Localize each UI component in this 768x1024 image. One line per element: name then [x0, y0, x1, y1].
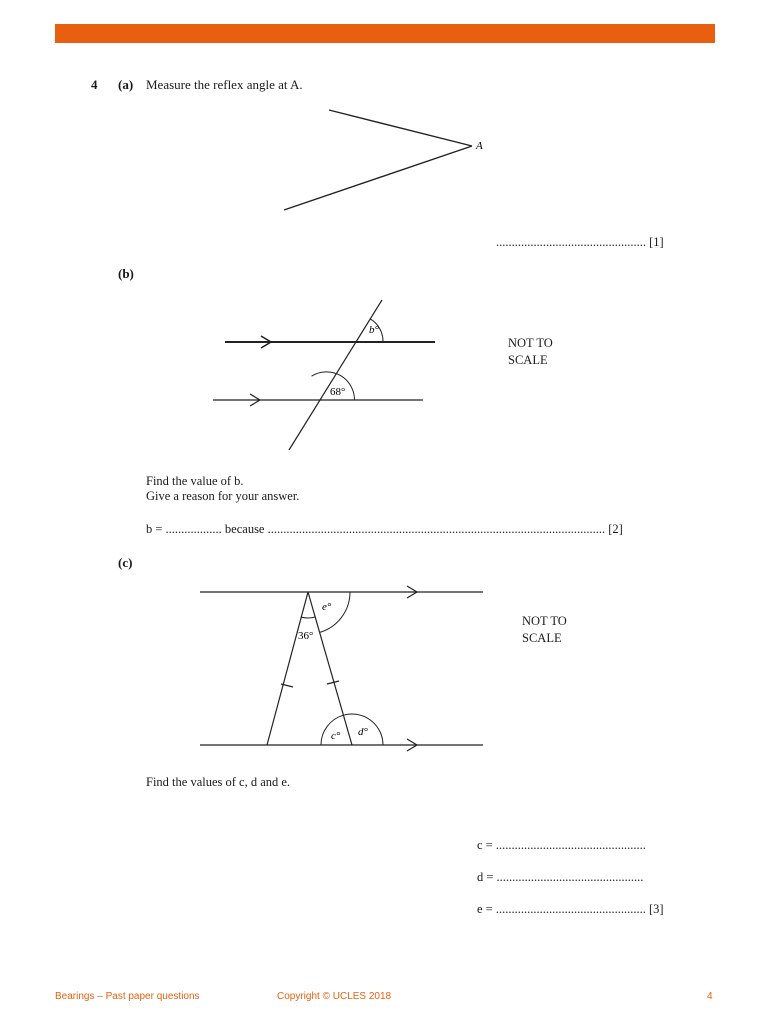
not-to-scale-c-line1: NOT TO — [522, 614, 567, 628]
footer-page-number: 4 — [707, 991, 713, 1002]
part-a-prompt: Measure the reflex angle at A. — [146, 77, 303, 92]
not-to-scale-c-line2: SCALE — [522, 631, 562, 645]
angle-e-label: e° — [322, 601, 332, 613]
angle-b-label: b° — [369, 324, 379, 336]
parallel-lines-diagram-b — [205, 290, 445, 455]
header-accent-bar — [55, 24, 715, 43]
triangle-right-side — [308, 592, 352, 745]
answer-c-line: c = ................................................ — [477, 838, 646, 852]
transversal-line — [289, 300, 382, 450]
part-b-label: (b) — [118, 266, 134, 281]
part-b-reason-text: Give a reason for your answer. — [146, 489, 300, 503]
footer-copyright: Copyright © UCLES 2018 — [277, 991, 392, 1002]
angle-arm-upper — [329, 110, 472, 146]
part-a-answer-line: ................................................ [1] — [496, 235, 664, 249]
triangle-left-side — [267, 592, 308, 745]
footer-title: Bearings – Past paper questions — [55, 991, 200, 1002]
point-a-label: A — [476, 140, 483, 152]
part-c-prompt: Find the values of c, d and e. — [146, 775, 291, 789]
angle-36-label: 36° — [298, 630, 314, 642]
part-b-answer-line: b = .................. because ............................................................................................................ [2] — [146, 522, 623, 536]
answer-e-line: e = ................................................ [3] — [477, 902, 664, 916]
answer-d-line: d = ............................................... — [477, 870, 644, 884]
not-to-scale-b-line2: SCALE — [508, 353, 548, 367]
angle-c-label: c° — [331, 730, 341, 742]
part-c-label: (c) — [118, 555, 133, 570]
part-a-label: (a) — [118, 77, 134, 92]
question-number: 4 — [91, 77, 98, 92]
angle-d-label: d° — [358, 726, 368, 738]
equal-tick-right — [327, 681, 339, 684]
part-b-find-text: Find the value of b. — [146, 474, 244, 488]
parallel-lines-diagram-c — [195, 580, 495, 760]
angle-68-label: 68° — [330, 386, 346, 398]
not-to-scale-b-line1: NOT TO — [508, 336, 553, 350]
reflex-angle-diagram — [270, 100, 500, 220]
angle-36-arc — [301, 617, 315, 618]
angle-arm-lower — [284, 146, 472, 210]
